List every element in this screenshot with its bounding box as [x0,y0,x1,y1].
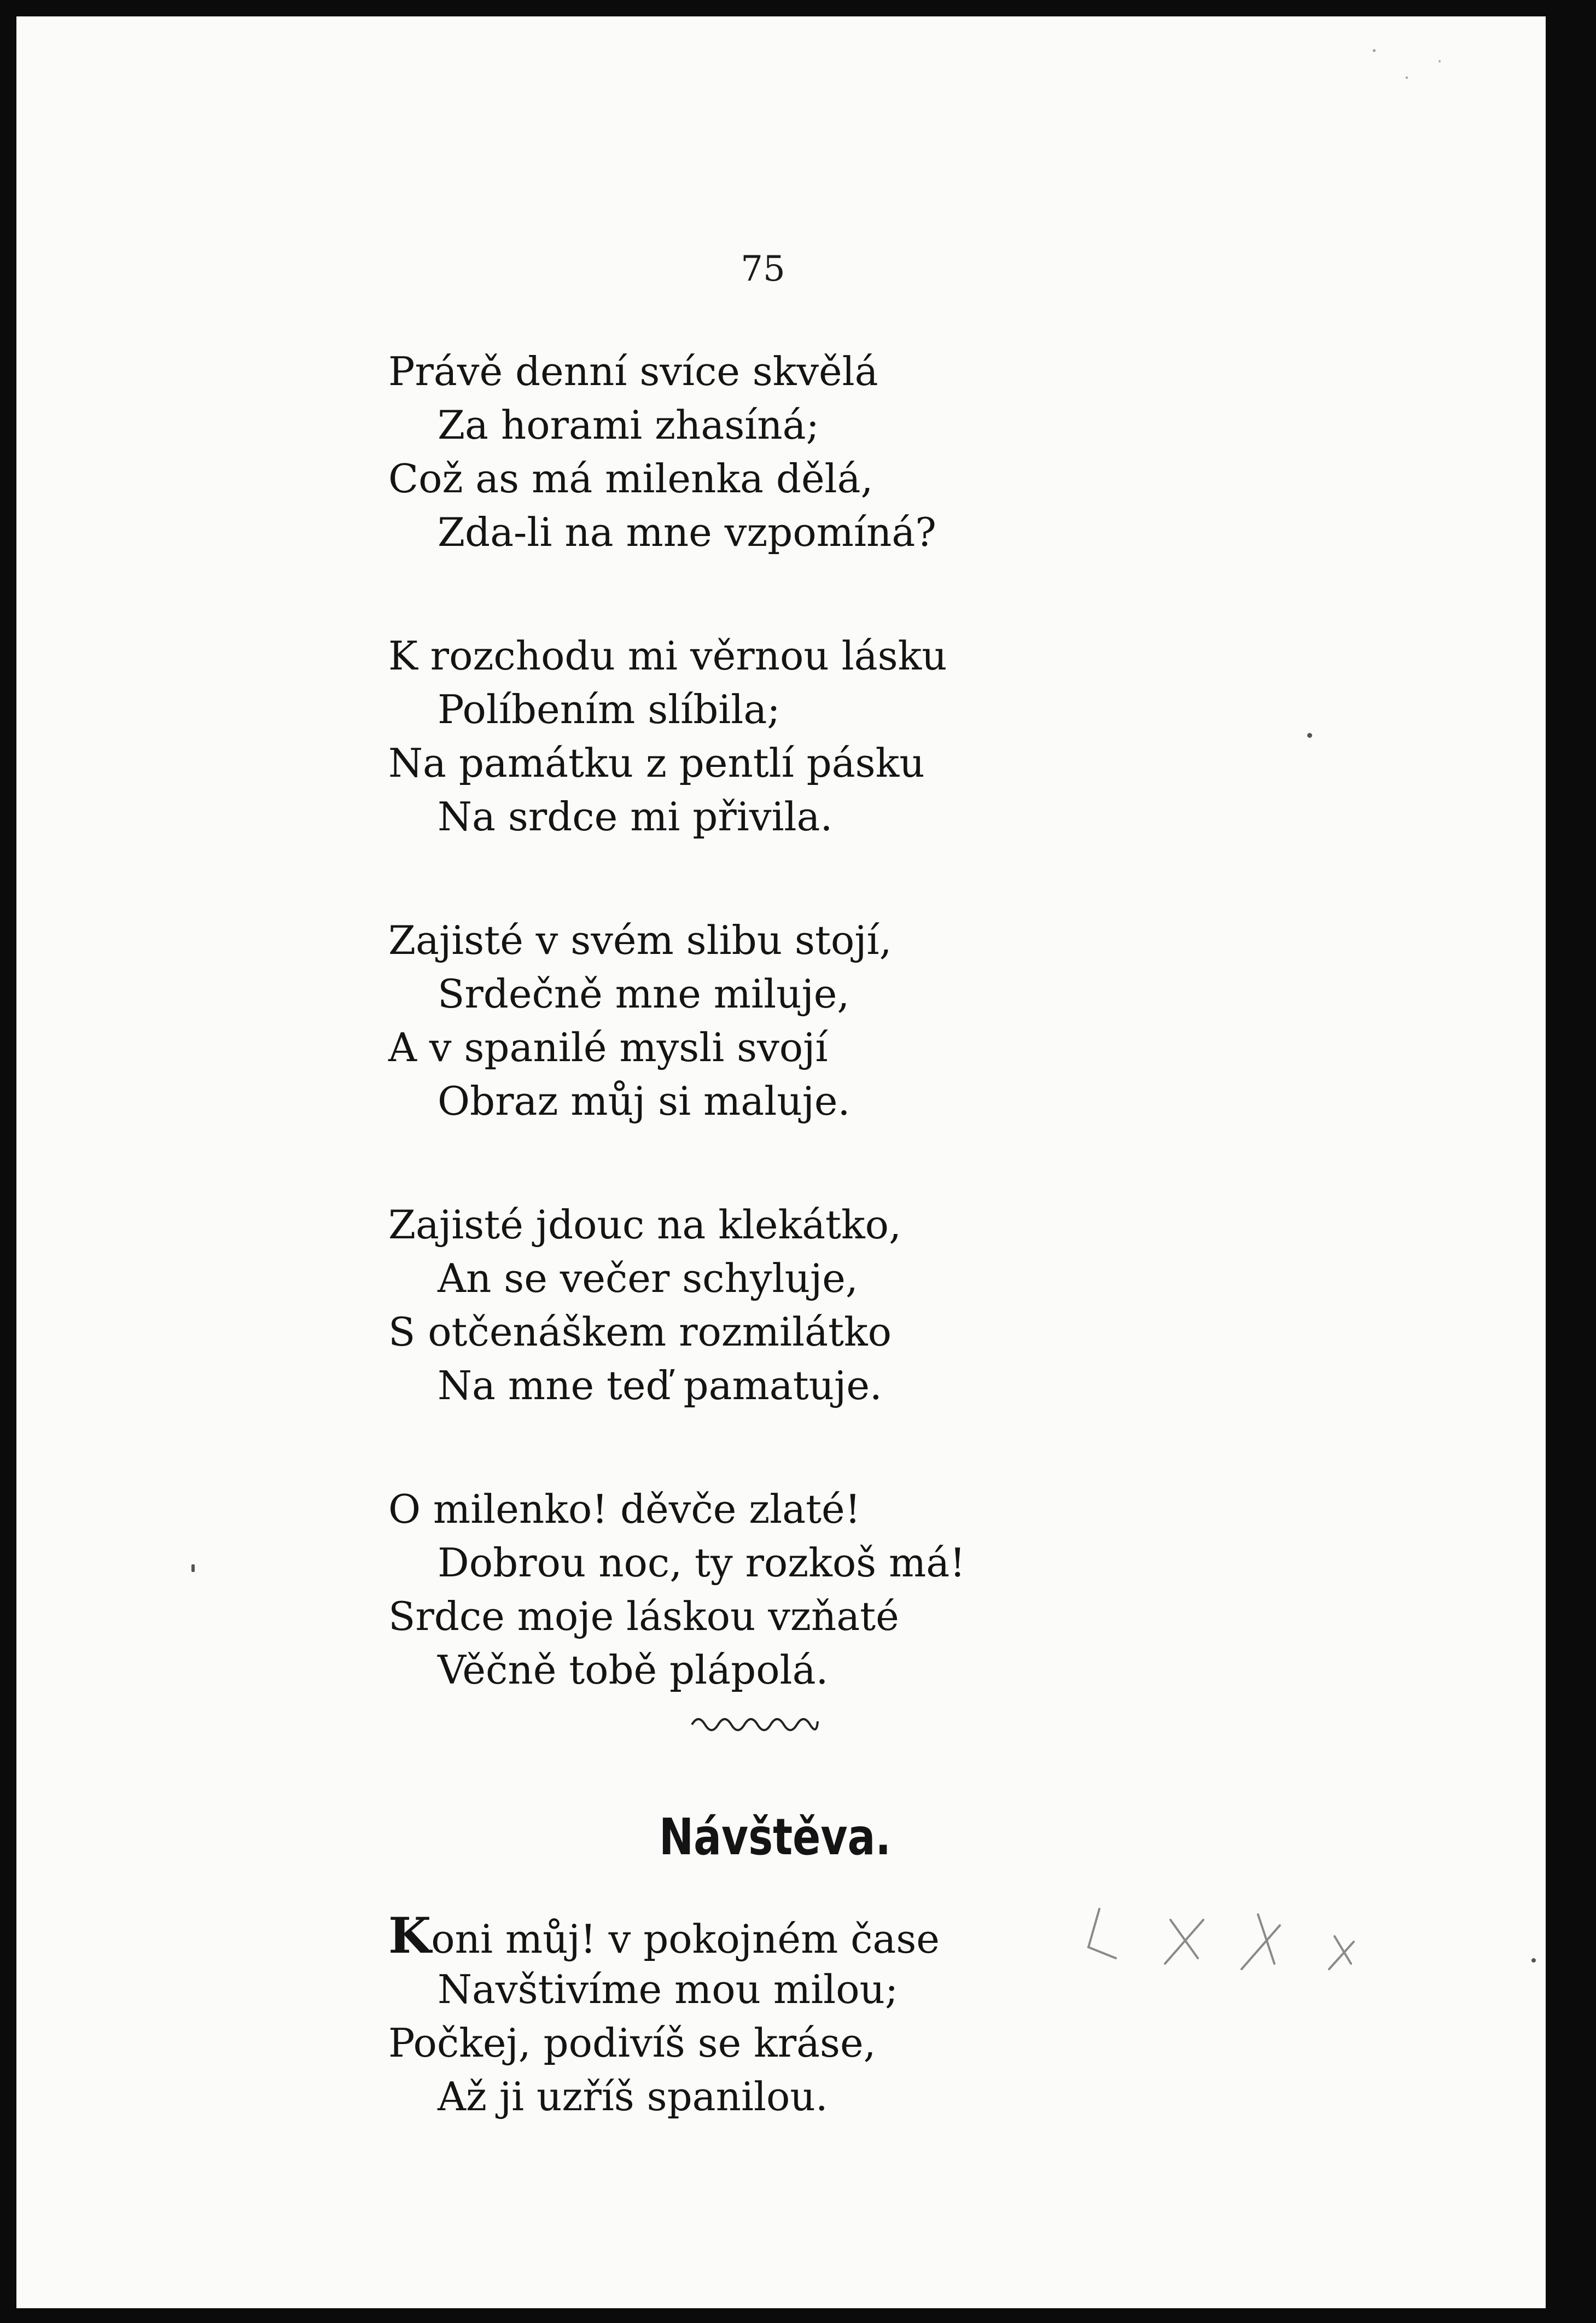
scan-speck [1373,49,1376,52]
poem-line: Až ji uzříš spanilou. [438,2074,828,2120]
stanza [388,1198,1263,1412]
scan-speck [1307,733,1312,738]
book-page [16,16,1546,2308]
poem-line: Právě denní svíce skvělá [388,348,878,394]
poem-line-rest: oni můj! v pokojném čase [431,1916,940,1962]
stanza [388,345,1263,559]
poem-line: Věčně tobě plápolá. [438,1647,829,1693]
poem-line: Zajisté jdouc na klekátko, [388,1202,901,1248]
poem-line: Zda-li na mne vzpomíná? [438,509,936,555]
poem-line: Navštivíme mou milou; [438,1966,899,2012]
poem-line: Na památku z pentlí pásku [388,740,925,786]
stanza [388,913,1263,1128]
scan-speck [1438,60,1441,62]
stanza [388,1482,1263,1697]
poem-line: Zajisté v svém slibu stojí, [388,917,892,963]
scan-speck [1531,1958,1536,1963]
scan-speck [191,1564,195,1572]
stanza [388,629,1263,843]
poem-line: Což as má milenka dělá, [388,456,873,502]
poem-line: Za horami zhasíná; [438,402,819,448]
page-number: 75 [741,249,785,289]
poem-line: Srdečně mne miluje, [438,971,850,1017]
poem-line: Dobrou noc, ty rozkoš má! [438,1540,966,1586]
poem-line: Políbením slíbila; [438,686,780,732]
poem-line: S otčenáškem rozmilátko [388,1309,892,1355]
poem-line: An se večer schyluje, [438,1255,858,1301]
poem-line: Na mne teď pamatuje. [438,1363,882,1408]
pencil-annotation-marks [1077,1898,1406,1986]
poem-line: O milenko! děvče zlaté! [388,1486,861,1532]
poem-text [388,345,1263,1767]
poem-line: Počkej, podivíš se kráse, [388,2020,876,2066]
poem-line: K rozchodu mi věrnou lásku [388,633,947,679]
drop-initial: K [388,1907,432,1965]
poem-line: Obraz můj si maluje. [438,1078,851,1124]
poem-line: Na srdce mi přivila. [438,794,833,840]
wavy-divider-ornament [689,1709,820,1731]
scan-speck [1406,77,1408,79]
section-title: Návštěva. [659,1808,892,1866]
poem-line: A v spanilé mysli svojí [388,1024,828,1070]
poem-line: Srdce moje láskou vzňaté [388,1593,899,1639]
